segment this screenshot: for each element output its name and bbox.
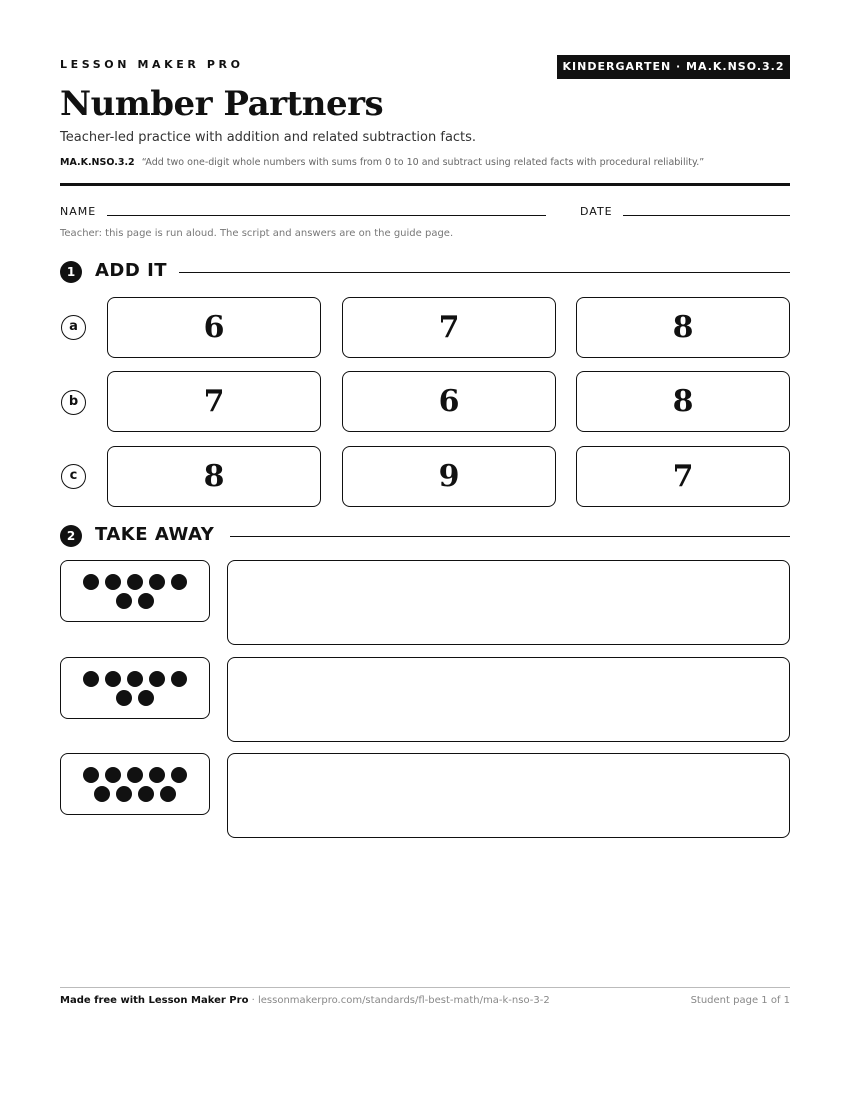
counting-dot <box>116 786 132 802</box>
header-divider <box>60 183 790 186</box>
number-card: 8 <box>576 297 790 358</box>
dot-row <box>83 767 187 783</box>
name-field[interactable] <box>107 215 546 216</box>
section-1-rule <box>179 272 790 273</box>
counting-dot <box>171 767 187 783</box>
dot-card <box>60 560 210 622</box>
counting-dot <box>83 671 99 687</box>
counting-dot <box>149 767 165 783</box>
counting-dot <box>138 593 154 609</box>
counting-dot <box>138 690 154 706</box>
answer-box[interactable] <box>227 560 790 645</box>
counting-dot <box>127 767 143 783</box>
section-1-number: 1 <box>60 261 82 283</box>
name-label: NAME <box>60 205 97 218</box>
counting-dot <box>83 574 99 590</box>
page-title: Number Partners <box>60 84 384 124</box>
answer-box[interactable] <box>227 753 790 838</box>
dot-card <box>60 657 210 719</box>
counting-dot <box>94 786 110 802</box>
standard-line <box>60 157 704 168</box>
row-label-a: a <box>61 315 86 340</box>
date-field[interactable] <box>623 215 790 216</box>
grade-badge: KINDERGARTEN · MA.K.NSO.3.2 <box>557 55 790 79</box>
dot-card <box>60 753 210 815</box>
counting-dot <box>149 671 165 687</box>
dot-row <box>94 786 176 802</box>
footer-made-with: Made free with Lesson Maker Pro <box>60 995 249 1006</box>
number-card: 8 <box>107 446 321 507</box>
footer-credit <box>60 995 550 1006</box>
date-label: DATE <box>580 205 613 218</box>
number-card: 8 <box>576 371 790 432</box>
counting-dot <box>127 671 143 687</box>
counting-dot <box>83 767 99 783</box>
number-card: 9 <box>342 446 556 507</box>
teacher-note: Teacher: this page is run aloud. The script and answers are on the guide page. <box>60 228 454 239</box>
standard-code: MA.K.NSO.3.2 <box>60 157 135 168</box>
footer-page-number: Student page 1 of 1 <box>690 995 790 1006</box>
counting-dot <box>105 671 121 687</box>
section-2-title: TAKE AWAY <box>95 524 215 545</box>
number-card: 7 <box>107 371 321 432</box>
number-card: 7 <box>342 297 556 358</box>
footer-divider <box>60 987 790 988</box>
counting-dot <box>171 574 187 590</box>
section-2-number: 2 <box>60 525 82 547</box>
dot-row <box>116 690 154 706</box>
counting-dot <box>116 690 132 706</box>
counting-dot <box>105 767 121 783</box>
row-label-b: b <box>61 390 86 415</box>
standard-text: “Add two one-digit whole numbers with sums from 0 to 10 and subtract using related facts with procedural reliability.” <box>141 157 705 168</box>
section-1-title: ADD IT <box>95 260 168 281</box>
page-subtitle: Teacher-led practice with addition and related subtraction facts. <box>60 130 477 145</box>
dot-row <box>83 671 187 687</box>
counting-dot <box>105 574 121 590</box>
number-card: 7 <box>576 446 790 507</box>
counting-dot <box>171 671 187 687</box>
counting-dot <box>116 593 132 609</box>
counting-dot <box>138 786 154 802</box>
dot-row <box>116 593 154 609</box>
dot-row <box>83 574 187 590</box>
counting-dot <box>127 574 143 590</box>
counting-dot <box>149 574 165 590</box>
footer-url[interactable]: · lessonmakerpro.com/standards/fl-best-math/ma-k-nso-3-2 <box>248 995 550 1006</box>
section-2-rule <box>230 536 790 537</box>
brand-name: LESSON MAKER PRO <box>60 58 244 71</box>
number-card: 6 <box>342 371 556 432</box>
number-card: 6 <box>107 297 321 358</box>
row-label-c: c <box>61 464 86 489</box>
counting-dot <box>160 786 176 802</box>
answer-box[interactable] <box>227 657 790 742</box>
